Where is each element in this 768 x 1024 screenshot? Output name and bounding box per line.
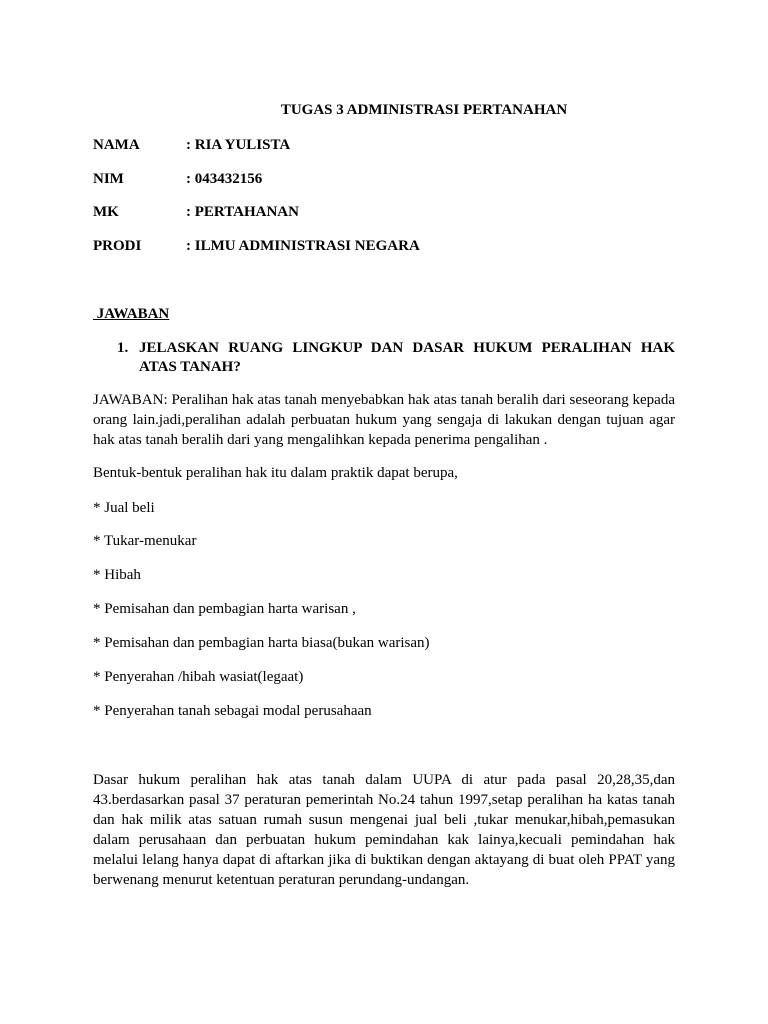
- identity-label-nama: NAMA: [93, 137, 140, 153]
- identity-label-nim: NIM: [93, 171, 124, 187]
- form-item: * Penyerahan /hibah wasiat(legaat): [93, 669, 304, 685]
- answer-label: JAWABAN: [93, 392, 164, 408]
- identity-label-prodi: PRODI: [93, 238, 142, 254]
- jawaban-heading: JAWABAN: [93, 306, 170, 322]
- form-item: * Hibah: [93, 567, 141, 583]
- form-item: * Tukar-menukar: [93, 533, 197, 549]
- document-title: TUGAS 3 ADMINISTRASI PERTANAHAN: [280, 102, 568, 118]
- legal-basis-paragraph: Dasar hukum peralihan hak atas tanah dalam UUPA di atur pada pasal 20,28,35,dan 43.berdasarkan pasal 37 peraturan pemerintah No.24 tahun 1997,setap peralihan ha katas tanah dan hak milik atas satuan rumah susun mengenai jual beli ,tukar menukar,hibah,pemasukan dalam perusahaan dan perbuatan hukum pemindahan kak lainya,kecuali pemindahan hak melalui lelang hanya dapat di aftarkan jika di buktikan dengan aktayang di buat oleh PPAT yang berwenang menurut ketentuan peraturan perundang-undangan.: [93, 772, 675, 888]
- form-item: * Penyerahan tanah sebagai modal perusahaan: [93, 703, 372, 719]
- form-item: * Pemisahan dan pembagian harta warisan ,: [93, 601, 356, 617]
- answer-paragraph: [93, 390, 675, 450]
- form-item: * Jual beli: [93, 500, 155, 516]
- identity-label-mk: MK: [93, 204, 119, 220]
- form-item: * Pemisahan dan pembagian harta biasa(bukan warisan): [93, 635, 430, 651]
- question-number: 1.: [117, 340, 129, 356]
- identity-value-nama: : RIA YULISTA: [186, 137, 291, 153]
- question-text: JELASKAN RUANG LINGKUP DAN DASAR HUKUM PERALIHAN HAK ATAS TANAH?: [139, 340, 675, 375]
- forms-intro: Bentuk-bentuk peralihan hak itu dalam praktik dapat berupa,: [93, 465, 458, 481]
- identity-value-nim: : 043432156: [186, 171, 263, 187]
- identity-value-prodi: : ILMU ADMINISTRASI NEGARA: [186, 238, 420, 254]
- identity-value-mk: : PERTAHANAN: [186, 204, 299, 220]
- answer-text: : Peralihan hak atas tanah menyebabkan hak atas tanah beralih dari seseorang kepada orang lain.jadi,peralihan adalah perbuatan hukum yang sengaja di lakukan dengan tujuan agar hak atas tanah beralih dari yang mengalihkan kepada penerima pengalihan .: [93, 392, 675, 448]
